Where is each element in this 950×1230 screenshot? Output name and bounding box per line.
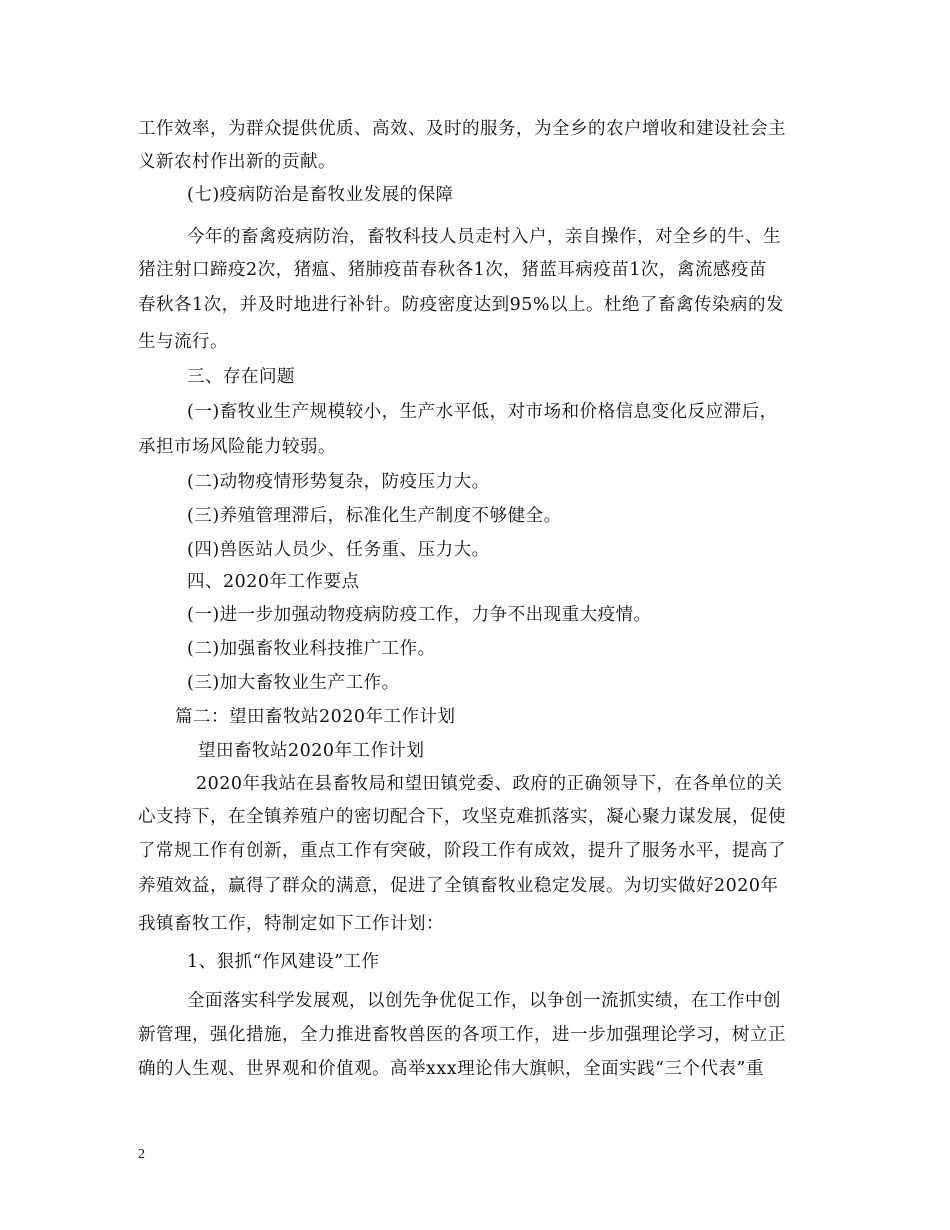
page-number: 2	[138, 1147, 145, 1162]
list-item: (四)兽医站人员少、任务重、压力大。	[187, 540, 490, 560]
body-text-line: 新管理，强化措施，全力推进畜牧兽医的各项工作，进一步加强理论学习，树立正	[138, 1025, 786, 1045]
body-text-line: 承担市场风险能力较弱。	[138, 437, 336, 457]
body-text-line: 养殖效益，赢得了群众的满意，促进了全镇畜牧业稳定发展。为切实做好2020年	[138, 876, 779, 896]
section-heading: 四、2020年工作要点	[187, 572, 360, 592]
body-text-line: 2020年我站在县畜牧局和望田镇党委、政府的正确领导下，在各单位的关	[196, 774, 783, 794]
body-text-line: (一)畜牧业生产规模较小，生产水平低，对市场和价格信息变化反应滞后，	[187, 402, 778, 422]
body-text-line: 义新农村作出新的贡献。	[138, 152, 336, 172]
body-text-line: 今年的畜禽疫病防治，畜牧科技人员走村入户，亲自操作，对全乡的牛、生	[187, 227, 781, 247]
chapter-heading: 篇二：望田畜牧站2020年工作计划	[175, 707, 456, 727]
list-item: (三)加大畜牧业生产工作。	[187, 673, 400, 693]
section-heading: 1、狠抓“作风建设”工作	[187, 952, 380, 972]
section-heading: (七)疫病防治是畜牧业发展的保障	[187, 185, 454, 205]
body-text-line: 生与流行。	[138, 332, 228, 352]
list-item: (三)养殖管理滞后，标准化生产制度不够健全。	[187, 506, 562, 526]
body-text-line: 确的人生观、世界观和价值观。高举xxx理论伟大旗帜，全面实践“三个代表”重	[138, 1059, 764, 1079]
body-text-line: 心支持下，在全镇养殖户的密切配合下，攻坚克难抓落实，凝心聚力谋发展，促使	[138, 807, 786, 827]
list-item: (二)动物疫情形势复杂，防疫压力大。	[187, 472, 490, 492]
body-text-line: 了常规工作有创新，重点工作有突破，阶段工作有成效，提升了服务水平，提高了	[138, 841, 786, 861]
list-item: (一)进一步加强动物疫病防疫工作，力争不出现重大疫情。	[187, 605, 652, 625]
body-text-line: 春秋各1次，并及时地进行补针。防疫密度达到95%以上。杜绝了畜禽传染病的发	[138, 295, 785, 315]
list-item: (二)加强畜牧业科技推广工作。	[187, 639, 436, 659]
document-title: 望田畜牧站2020年工作计划	[198, 741, 425, 761]
body-text-line: 工作效率，为群众提供优质、高效、及时的服务，为全乡的农户增收和建设社会主	[138, 119, 786, 139]
body-text-line: 我镇畜牧工作，特制定如下工作计划：	[138, 914, 444, 934]
body-text-line: 猪注射口蹄疫2次，猪瘟、猪肺疫苗春秋各1次，猪蓝耳病疫苗1次，禽流感疫苗	[138, 260, 767, 280]
body-text-line: 全面落实科学发展观，以创先争优促工作，以争创一流抓实绩，在工作中创	[187, 991, 781, 1011]
section-heading: 三、存在问题	[187, 367, 295, 387]
